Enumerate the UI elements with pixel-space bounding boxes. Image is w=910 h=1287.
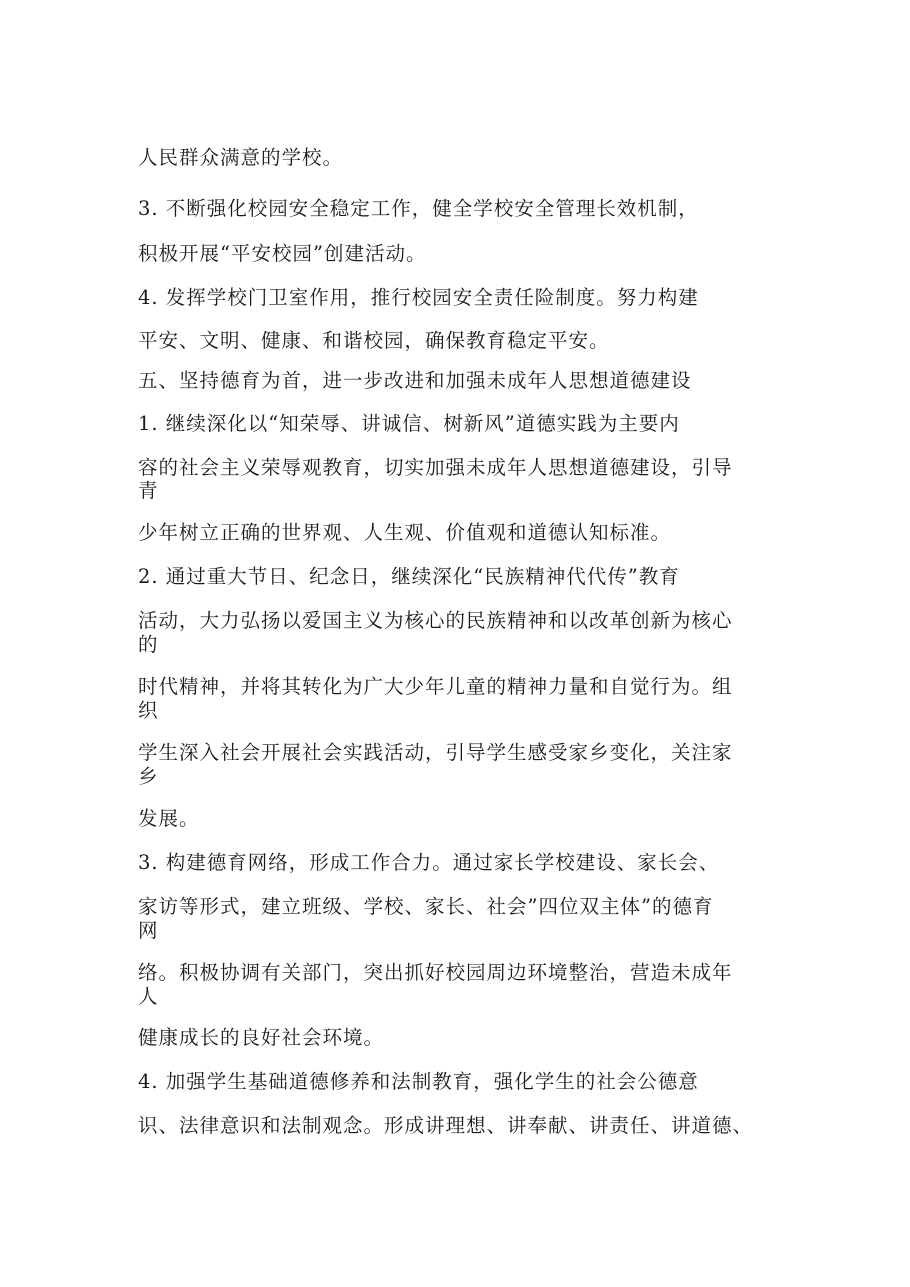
text-line: 络。积极协调有关部门，突出抓好校园周边环境整治，营造未成年 [138,961,733,984]
text-line: 少年树立正确的世界观、人生观、价值观和道德认知标准。 [138,521,672,544]
text-line: 3. 构建德育网络，形成工作合力。通过家长学校建设、家长会、 [138,851,720,874]
text-line: 织 [138,699,159,722]
text-line: 3. 不断强化校园安全稳定工作，健全学校安全管理长效机制， [138,197,699,220]
section-heading: 五、坚持德育为首，进一步改进和加强未成年人思想道德建设 [138,369,692,392]
text-line: 的 [138,633,159,656]
text-line: 识、法律意识和法制观念。形成讲理想、讲奉献、讲责任、讲道德、 [138,1114,754,1137]
text-line: 青 [138,479,159,502]
text-line: 健康成长的良好社会环境。 [138,1026,385,1049]
text-line: 发展。 [138,807,200,830]
text-line: 时代精神，并将其转化为广大少年儿童的精神力量和自觉行为。组 [138,675,733,698]
text-line: 1. 继续深化以“知荣辱、讲诚信、树新风”道德实践为主要内 [138,412,680,435]
text-line: 学生深入社会开展社会实践活动，引导学生感受家乡变化，关注家 [138,741,733,764]
text-line: 积极开展“平安校园”创建活动。 [138,242,427,265]
text-line: 活动，大力弘扬以爱国主义为核心的民族精神和以改革创新为核心 [138,609,733,632]
text-line: 2. 通过重大节日、纪念日，继续深化“民族精神代代传”教育 [138,565,680,588]
text-line: 人 [138,985,159,1008]
text-line: 平安、文明、健康、和谐校园，确保教育稳定平安。 [138,329,610,352]
text-line: 乡 [138,765,159,788]
text-line: 家访等形式，建立班级、学校、家长、社会”四位双主体”的德育 [138,895,714,918]
text-line: 人民群众满意的学校。 [138,146,344,169]
text-line: 4. 发挥学校门卫室作用，推行校园安全责任险制度。努力构建 [138,286,699,309]
text-line: 4. 加强学生基础道德修养和法制教育，强化学生的社会公德意 [138,1070,699,1093]
text-line: 容的社会主义荣辱观教育，切实加强未成年人思想道德建设，引导 [138,456,733,479]
text-line: 网 [138,919,159,942]
